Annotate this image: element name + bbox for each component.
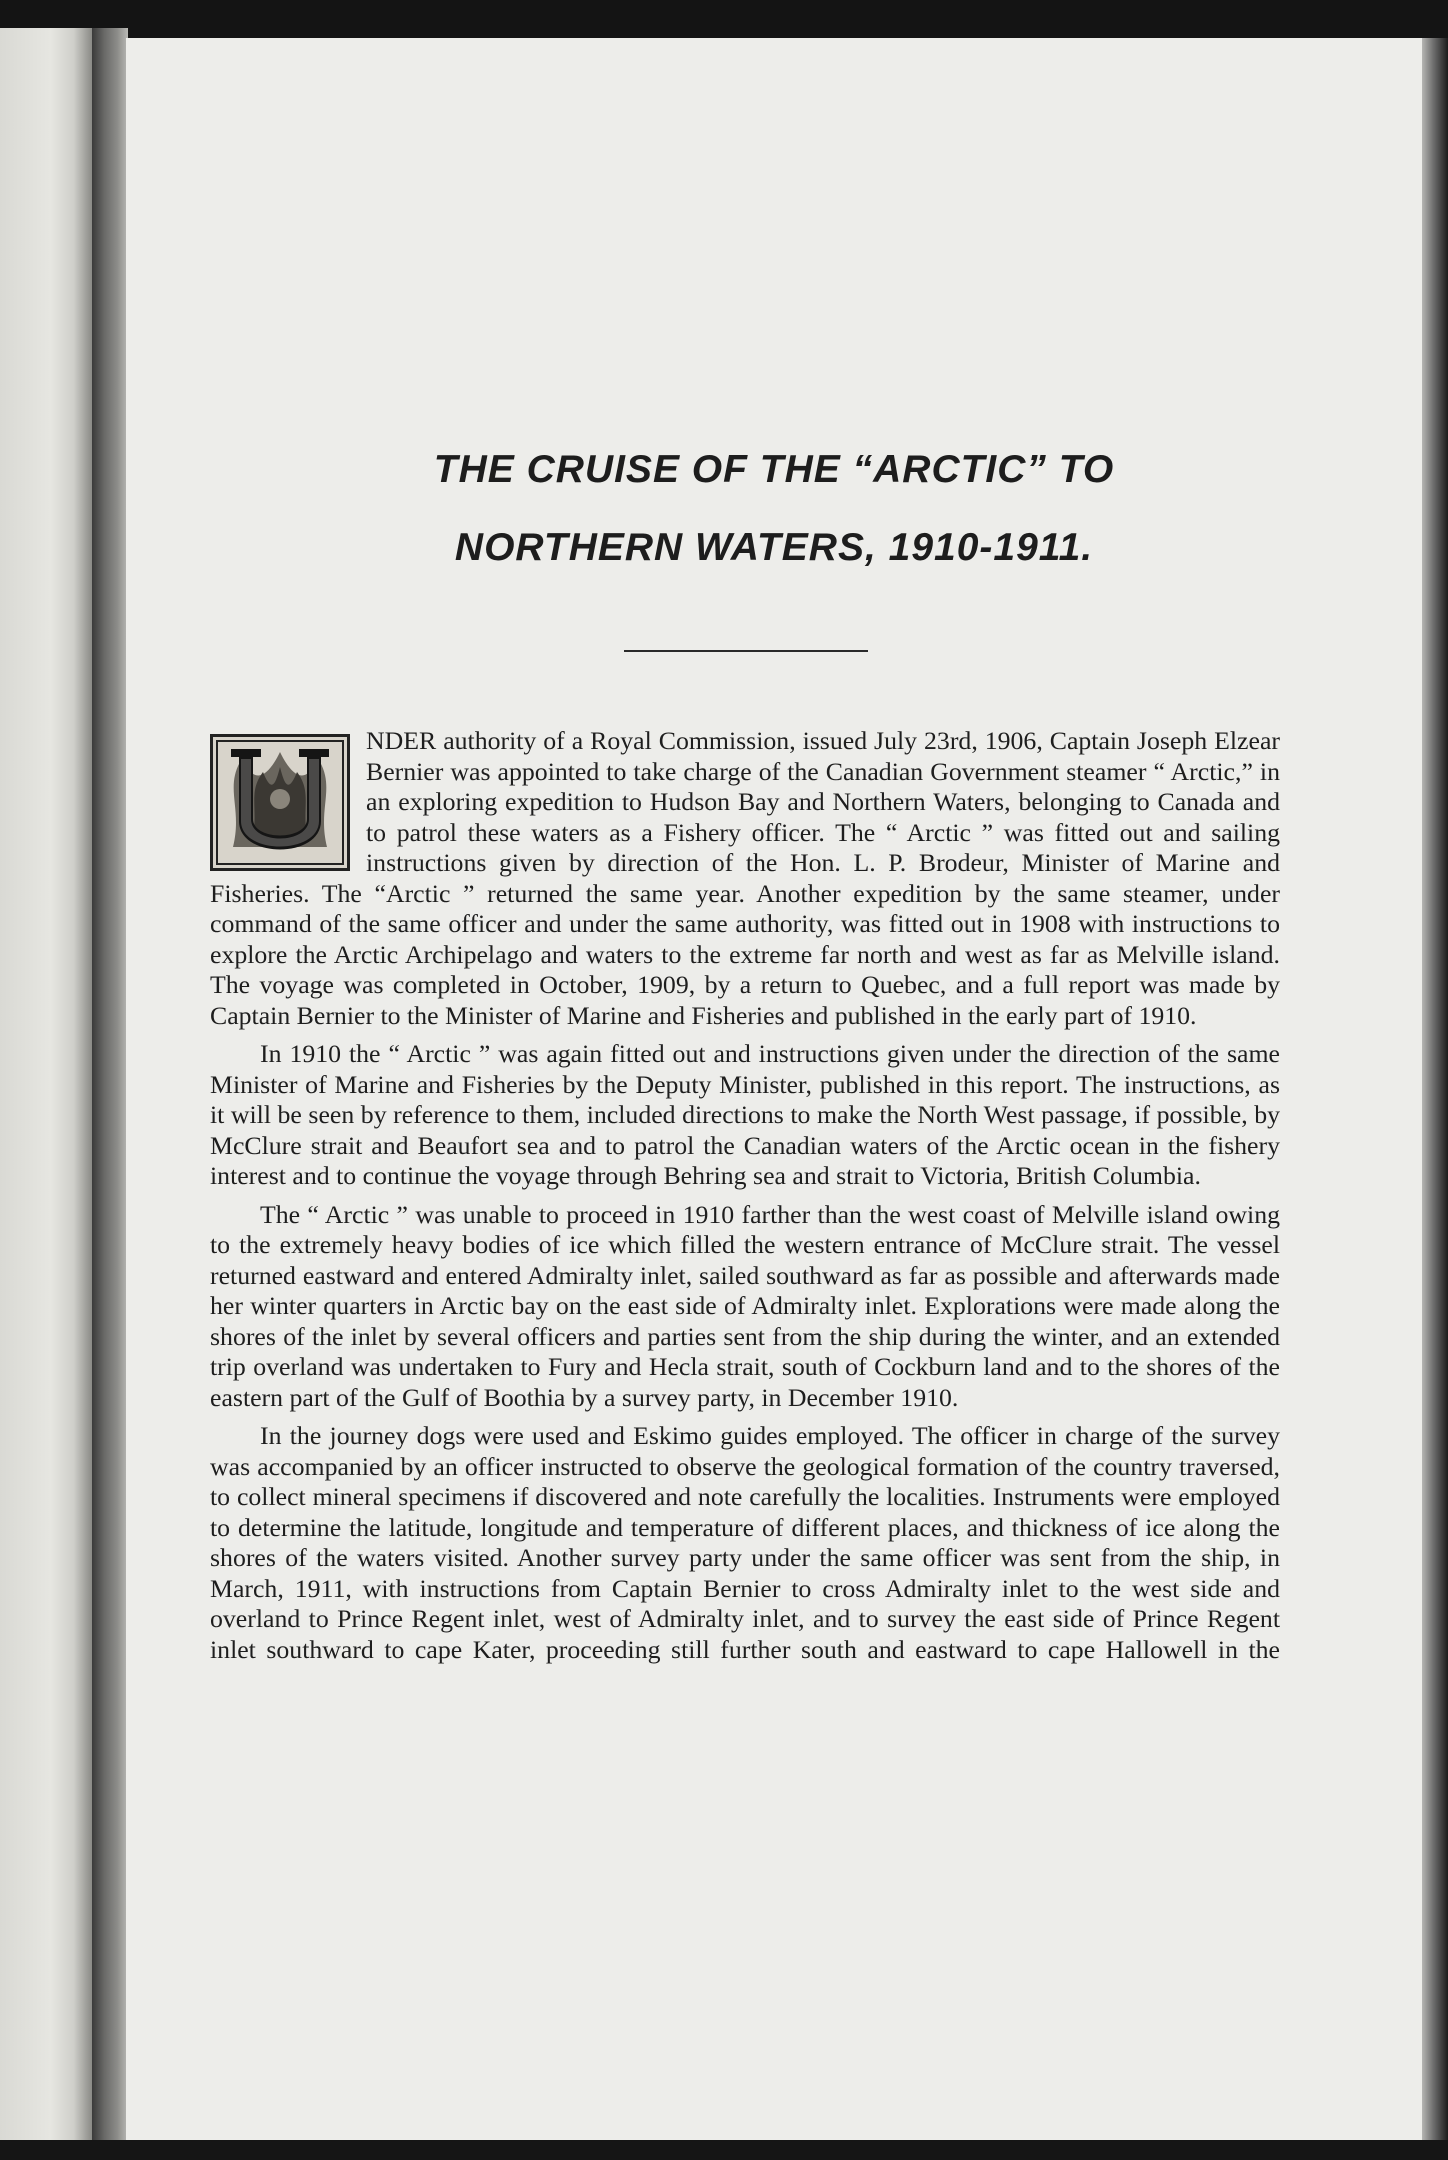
paragraph-2: In 1910 the “ Arctic ” was again fitted out and instructions given under the direction of the same Minister of Marine and Fisheries by the Deputy Minister, published in this report. The instructions, as it will be seen by reference to them, included directions to make the North West passage, if possible, by McClure strait and Beaufort sea and to patrol the Canadian waters of the Arctic ocean in the fishery interest and to continue the voyage through Behring sea and strait to Victoria, British Columbia. — [210, 1039, 1280, 1190]
ornamental-initial-u-icon — [210, 734, 350, 871]
title-divider-rule — [624, 650, 868, 652]
paragraph-1 — [210, 726, 1280, 1031]
paragraph-4: In the journey dogs were used and Eskimo guides employed. The officer in charge of the survey was accompanied by an officer instructed to observe the geological formation of the country traversed, to collect mineral specimens if discovered and note carefully the localities. Instruments were employed to determine the latitude, longitude and temperature of different places, and thickness of ice along the shores of the waters visited. Another survey party under the same officer was sent from the ship, in March, 1911, with instructions from Captain Bernier to cross Admiralty inlet to the west side and overland to Prince Regent inlet, west of Admiralty inlet, and to survey the east side of Prince Regent inlet southward to cape Kater, proceeding still further south and eastward to cape Hallowell in the — [210, 1421, 1280, 1664]
scanner-background-bottom — [0, 2140, 1448, 2160]
body-text — [210, 726, 1280, 1673]
paragraph-3: The “ Arctic ” was unable to proceed in 1910 farther than the west coast of Melville island owing to the extremely heavy bodies of ice which filled the western entrance of McClure strait. The vessel returned eastward and entered Admiralty inlet, sailed southward as far as possible and afterwards made her winter quarters in Arctic bay on the east side of Admiralty inlet. Explorations were made along the shores of the inlet by several officers and parties sent from the ship during the winter, and an extended trip overland was undertaken to Fury and Hecla strait, south of Cockburn land and to the shores of the eastern part of the Gulf of Boothia by a survey party, in December 1910. — [210, 1199, 1280, 1412]
chapter-title-line-1: THE CRUISE OF THE “ARCTIC” TO — [433, 448, 1115, 491]
chapter-title-line-2: NORTHERN WATERS, 1910-1911. — [454, 526, 1094, 569]
paragraph-1-text: NDER authority of a Royal Commission, issued July 23rd, 1906, Captain Joseph Elzear Bernier was appointed to take charge of the Canadian Government steamer “ Arctic,” in an exploring expedition to Hudson Bay and Northern Waters, belonging to Canada and to patrol these waters as a Fishery officer. The “ Arctic ” was fitted out and sailing instructions given by direction of the Hon. L. P. Brodeur, Minister of Marine and Fisheries. The “Arctic ” returned the same year. Another expedition by the same steamer, under command of the same officer and under the same authority, was fitted out in 1908 with instructions to explore the Arctic Archipelago and waters to the extreme far north and west as far as Melville island. The voyage was completed in October, 1909, by a return to Quebec, and a full report was made by Captain Bernier to the Minister of Marine and Fisheries and published in the early part of 1910. — [210, 726, 1280, 1030]
page-right-edge — [1418, 38, 1448, 2143]
ornamental-initial-u-svg — [213, 737, 347, 868]
book-page — [126, 38, 1422, 2140]
previous-page-edge — [0, 28, 92, 2143]
book-spine-shadow — [92, 28, 128, 2143]
scanner-background-top — [0, 0, 1448, 38]
